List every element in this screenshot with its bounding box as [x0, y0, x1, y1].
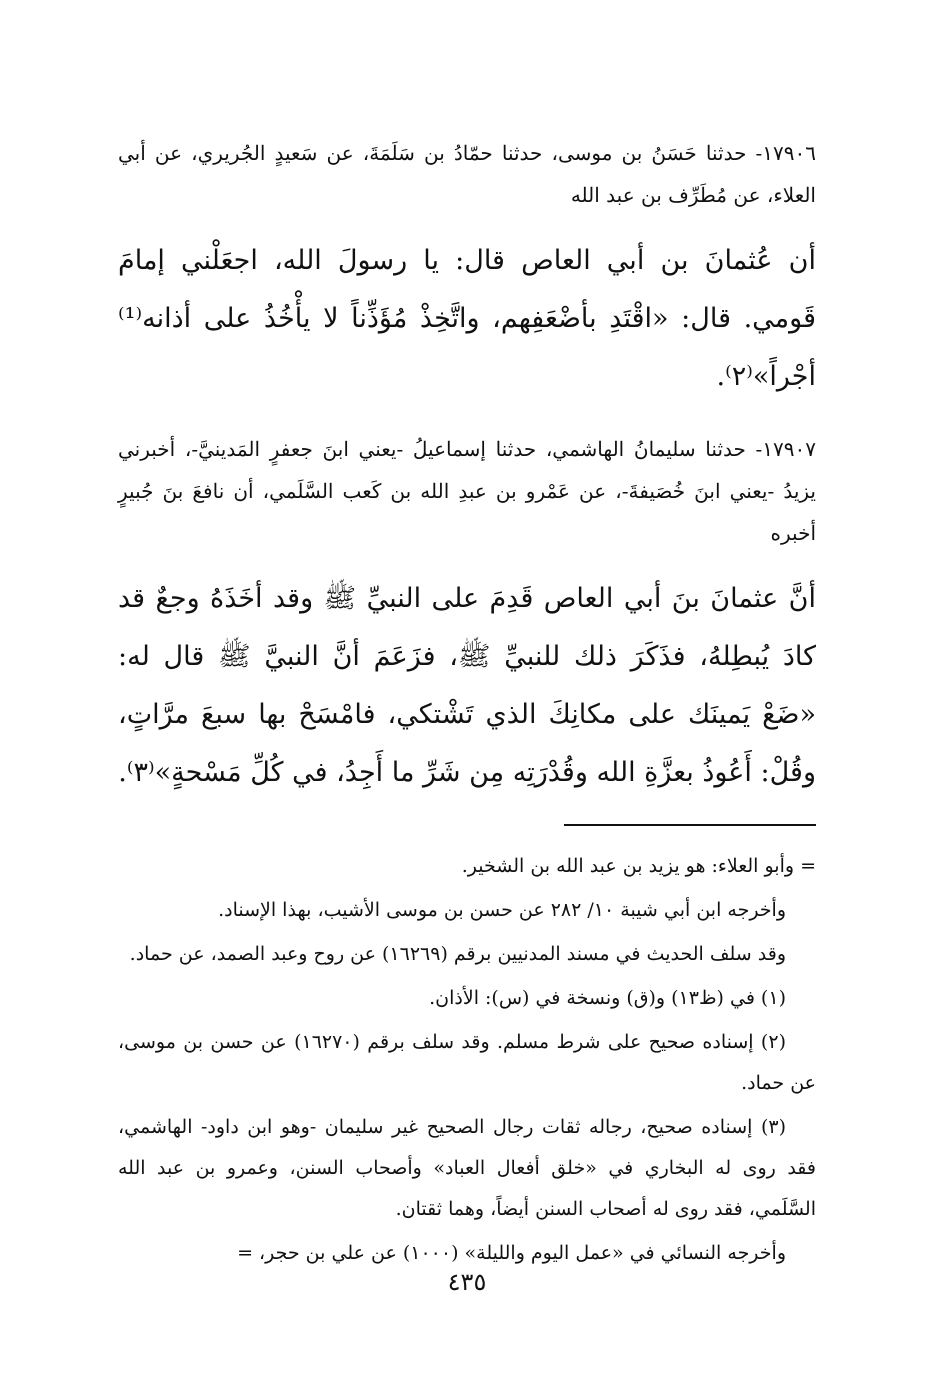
footnote-line: وأخرجه النسائي في «عمل اليوم والليلة» (١٠٠٠) عن علي بن حجر، = [237, 1242, 786, 1264]
footnotes [118, 846, 816, 1274]
hadith-matn: أن عُثمانَ بن أبي العاص قال: يا رسولَ الله، اجعَلْني إمامَ قَومي. قال: «اقْتَدِ بأضْعَفِهم، واتَّخِذْ مُؤَذِّناً لا يأْخُذُ على أذانه⁽¹⁾ أجْراً»⁽٢⁾. [118, 245, 816, 392]
footnote-line: (٣) إسناده صحيح، رجاله ثقات رجال الصحيح غير سليمان -وهو ابن داود- الهاشمي، فقد روى له البخاري في «خلق أفعال العباد» وأصحاب السنن، وعمرو بن عبد الله السَّلَمي، فقد روى له أصحاب السنن أيضاً، وهما ثقتان. [118, 1116, 816, 1220]
footnote-line: وأخرجه ابن أبي شيبة ١٠/ ٢٨٢ عن حسن بن موسى الأشيب، بهذا الإسناد. [218, 899, 786, 921]
footnote-line: وقد سلف الحديث في مسند المدنيين برقم (١٦٢٦٩) عن روح وعبد الصمد، عن حماد. [129, 943, 786, 965]
footnote-line: (٢) إسناده صحيح على شرط مسلم. وقد سلف برقم (١٦٢٧٠) عن حسن بن موسى، عن حماد. [118, 1031, 816, 1094]
hadith-isnad: ١٧٩٠٧- حدثنا سليمانُ الهاشمي، حدثنا إسماعيلُ -يعني ابنَ جعفرٍ المَدينيَّ-، أخبرني يزيدُ -يعني ابنَ خُصَيفةَ-، عن عَمْرو بن عبدِ الله بن كَعب السَّلَمي، أن نافعَ بنَ جُبيرٍ أخبره [118, 437, 816, 545]
footnote-line: = وأبو العلاء: هو يزيد بن عبد الله بن الشخير. [461, 855, 816, 877]
footnote-divider [564, 824, 816, 826]
page-body [118, 132, 816, 1277]
hadith-isnad: ١٧٩٠٦- حدثنا حَسَنُ بن موسى، حدثنا حمّادُ بن سَلَمَةَ، عن سَعيدٍ الجُريري، عن أبي العلاء، عن مُطَرِّف بن عبد الله [118, 141, 816, 207]
page-number: ٤٣٥ [447, 1268, 487, 1296]
footnote-line: (١) في (ظ١٣) و(ق) ونسخة في (س): الأذان. [429, 987, 786, 1009]
hadith-matn: أنَّ عثمانَ بنَ أبي العاص قَدِمَ على النبيِّ ﷺ وقد أخَذَهُ وجعٌ قد كادَ يُبطِلهُ، فذَكَرَ ذلك للنبيِّ ﷺ، فزَعَمَ أنَّ النبيَّ ﷺ قال له: «ضَعْ يَمينَك على مكانِكَ الذي تَشْتكي، فامْسَحْ بها سبعَ مرَّاتٍ، وقُلْ: أَعُوذُ بعزَّةِ الله وقُدْرَتِه مِن شَرِّ ما أَجِدُ، في كُلِّ مَسْحةٍ»⁽٣⁾. [118, 583, 816, 788]
